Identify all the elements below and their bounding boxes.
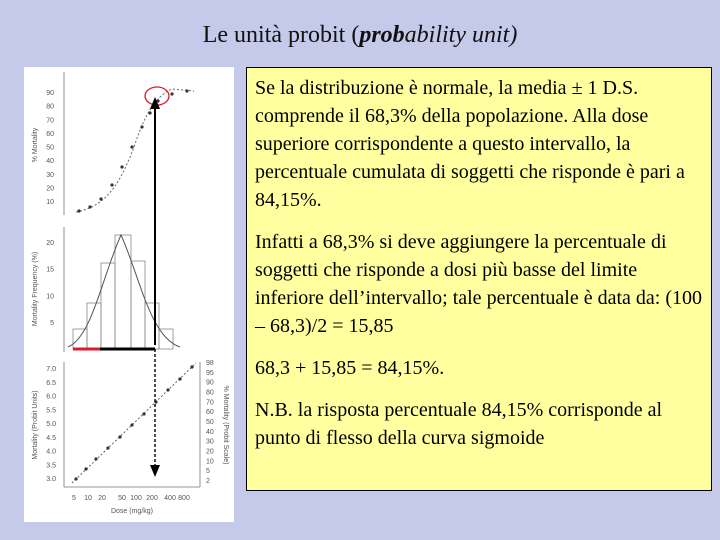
paragraph-normal-distribution: Se la distribuzione è normale, la media ± 1 D.S. comprende il 68,3% della popolazione. Alla dose superiore corrispondente a questo intervallo, la percentuale cumulata di soggetti che risponde è pari a 84,15%.: [255, 77, 685, 211]
explanation-textbox: [246, 67, 712, 491]
x-tick-label: 800: [178, 495, 190, 502]
tick-label: 3.0: [46, 476, 56, 483]
top-yticks: [46, 90, 54, 206]
bottom-ylabel-left: Mortality (Probit Units): [32, 390, 39, 460]
tick-label: 7.0: [46, 366, 56, 373]
probit-figure-svg: [24, 67, 234, 522]
x-tick-label: 50: [118, 495, 126, 502]
paragraph-note: N.B. la risposta percentuale 84,15% corrisponde al punto di flesso della curva sigmoide: [255, 399, 663, 449]
x-tick-label: 400: [164, 495, 176, 502]
tick-label: 5: [50, 320, 54, 327]
tick-label: 4.0: [46, 448, 56, 456]
x-tick-label: 10: [84, 495, 92, 502]
middle-chart: [32, 227, 180, 352]
tick-label: 6.5: [46, 379, 56, 387]
tick-label: 15: [46, 266, 54, 274]
tick-label: 95: [206, 369, 214, 377]
tick-label: 80: [206, 389, 214, 397]
tick-label: 5: [206, 468, 210, 476]
tick-label: 98: [206, 360, 214, 367]
top-ylabel: % Mortality: [32, 127, 39, 163]
tick-label: 10: [206, 458, 214, 466]
bottom-yticks-left: [46, 366, 56, 483]
tick-label: 20: [46, 185, 54, 193]
top-chart: [32, 72, 194, 215]
x-tick-label: 100: [130, 495, 142, 502]
tick-label: 40: [46, 158, 54, 166]
x-tick-label: 5: [72, 495, 76, 502]
probit-figure: [24, 67, 234, 522]
title-prefix: Le unità probit (: [202, 22, 360, 48]
tick-label: 6.0: [46, 393, 56, 401]
tick-label: 60: [206, 409, 214, 417]
tick-label: 20: [46, 240, 54, 247]
paragraph-lower-tail: Infatti a 68,3% si deve aggiungere la percentuale di soggetti che risponde a dosi più basse del limite inferiore dell’intervallo; tale percentuale è data da: (100 – 68,3)/2 = 15,85: [255, 231, 703, 337]
bottom-yticks-right: [206, 360, 214, 485]
up-arrowhead-icon: [150, 97, 160, 109]
tick-label: 80: [46, 103, 54, 111]
tick-label: 30: [206, 438, 214, 446]
tick-label: 10: [46, 293, 54, 301]
tick-label: 4.5: [46, 434, 56, 442]
tick-label: 90: [46, 90, 54, 97]
x-tick-label: 200: [146, 495, 158, 502]
tick-label: 20: [206, 448, 214, 456]
tick-label: 2: [206, 478, 210, 485]
bottom-xlabel: Dose (mg/kg): [110, 508, 154, 515]
tick-label: 5.5: [46, 407, 56, 415]
x-tick-label: 20: [98, 495, 106, 502]
middle-yticks: [46, 240, 54, 327]
tick-label: 70: [206, 399, 214, 407]
paragraph-sum: 68,3 + 15,85 = 84,15%.: [255, 357, 445, 379]
tick-label: 30: [46, 171, 54, 179]
title-italic: ability unit): [404, 22, 518, 48]
down-arrowhead-icon: [150, 465, 160, 477]
title-bold: prob: [359, 22, 405, 48]
middle-ylabel: Mortality Frequency (%): [32, 251, 39, 327]
tick-label: 50: [46, 144, 54, 152]
bottom-chart: [32, 360, 229, 515]
tick-label: 10: [46, 199, 54, 206]
tick-label: 60: [46, 130, 54, 138]
bottom-ylabel-right: % Mortality (Probit Scale): [222, 385, 229, 465]
bottom-xticks: [72, 495, 190, 502]
tick-label: 5.0: [46, 421, 56, 428]
projection-arrows: [150, 97, 160, 477]
slide-title: [0, 22, 720, 49]
tick-label: 90: [206, 379, 214, 387]
tick-label: 70: [46, 117, 54, 125]
tick-label: 3.5: [46, 462, 56, 470]
tick-label: 50: [206, 419, 214, 426]
tick-label: 40: [206, 428, 214, 436]
